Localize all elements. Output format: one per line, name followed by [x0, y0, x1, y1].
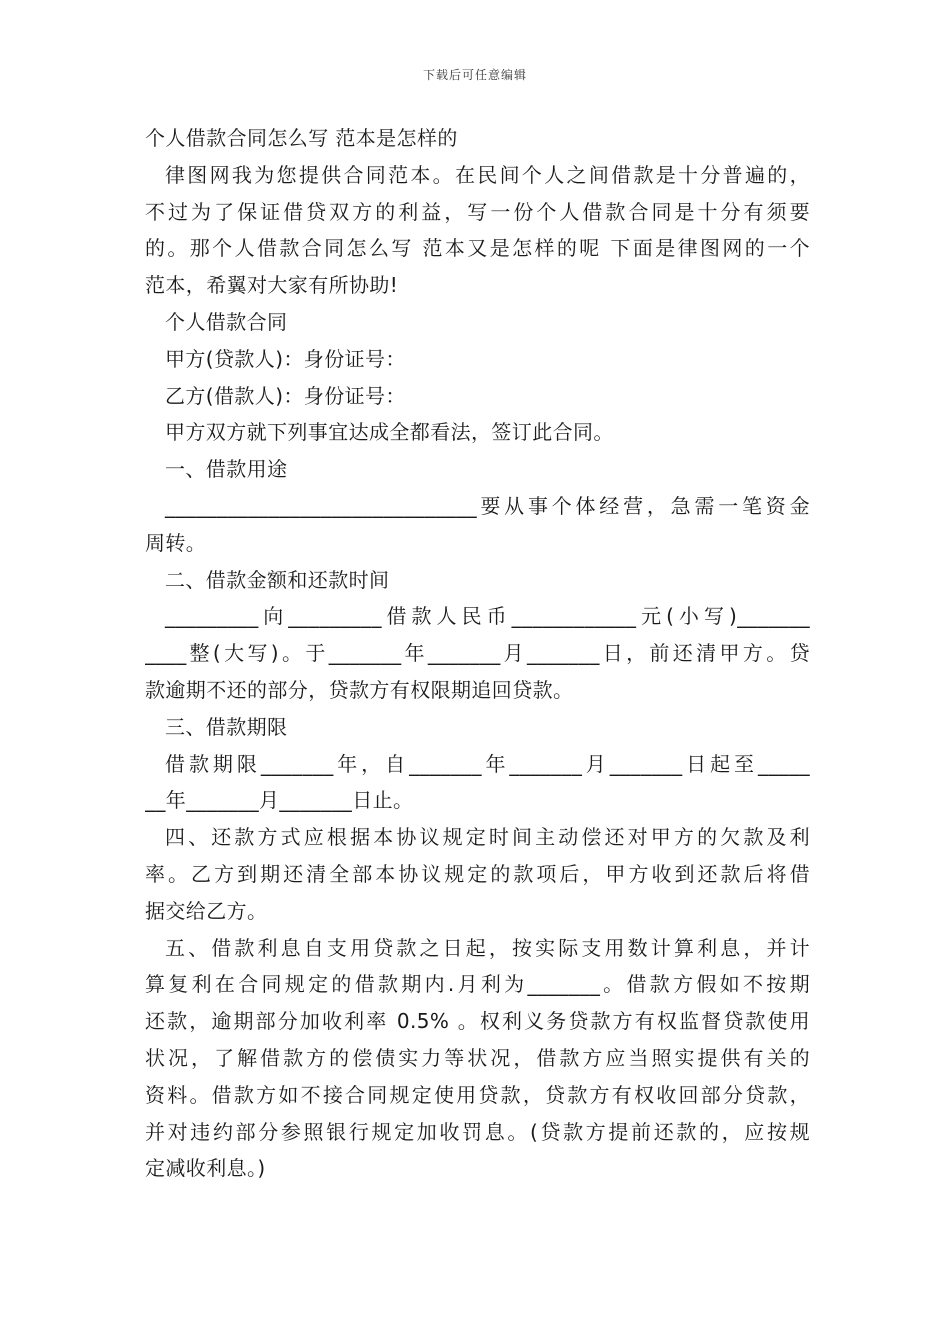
document-line: 范本，希翼对大家有所协助! [145, 273, 399, 298]
document-title: 个人借款合同怎么写 范本是怎样的 [145, 126, 458, 150]
document-body [145, 120, 810, 1187]
document-line: 定减收利息。) [145, 1156, 266, 1181]
document-line: 借款期限_______年，自_______年_______月_______日起至_____ [165, 751, 810, 776]
header-note: 下载后可任意编辑 [422, 68, 527, 82]
document-line: 据交给乙方。 [145, 898, 268, 923]
document-line: 周转。 [145, 530, 207, 555]
document-line: 还款，逾期部分加收利率 0.5% 。权利义务贷款方有权监督贷款使用 [145, 1009, 810, 1034]
document-line: 二、借款金额和还款时间 [165, 567, 390, 592]
document-line: 款逾期不还的部分，贷款方有权限期追回贷款。 [145, 677, 574, 702]
document-line: 的。那个人借款合同怎么写 范本又是怎样的呢 下面是律图网的一个 [145, 236, 810, 261]
document-line: 四、还款方式应根据本协议规定时间主动偿还对甲方的欠款及利 [165, 825, 810, 850]
document-line: 五、借款利息自支用贷款之日起，按实际支用数计算利息，并计 [165, 935, 810, 960]
document-line: 算复利在合同规定的借款期内.月利为_______。借款方假如不按期 [145, 972, 810, 997]
document-line: 一、借款用途 [165, 457, 288, 482]
document-line: 资料。借款方如不接合同规定使用贷款，贷款方有权收回部分贷款， [145, 1082, 810, 1107]
document-line: 三、借款期限 [165, 714, 288, 739]
document-line: _________向_________借款人民币____________元(小写)_______ [165, 604, 810, 629]
document-line: 乙方(借款人)：身份证号： [165, 383, 406, 408]
document-line: 并对违约部分参照银行规定加收罚息。(贷款方提前还款的，应按规 [145, 1119, 810, 1144]
document-line: 甲方双方就下列事宜达成全都看法，签订此合同。 [165, 420, 614, 445]
document-line: __年_______月_______日止。 [145, 788, 414, 813]
document-line: 率。乙方到期还清全部本协议规定的款项后，甲方收到还款后将借 [145, 861, 810, 886]
document-line: 不过为了保证借贷双方的利益，写一份个人借款合同是十分有须要 [145, 199, 810, 224]
document-line: 个人借款合同 [165, 309, 288, 334]
document-line: 状况，了解借款方的偿债实力等状况，借款方应当照实提供有关的 [145, 1045, 810, 1070]
document-line: 律图网我为您提供合同范本。在民间个人之间借款是十分普遍的， [165, 162, 810, 187]
document-line: ______________________________要从事个体经营，急需一笔资金 [165, 493, 810, 518]
document-line: ____整(大写)。于_______年_______月_______日，前还清甲方。贷 [145, 641, 810, 666]
document-line: 甲方(贷款人)：身份证号： [165, 346, 406, 371]
